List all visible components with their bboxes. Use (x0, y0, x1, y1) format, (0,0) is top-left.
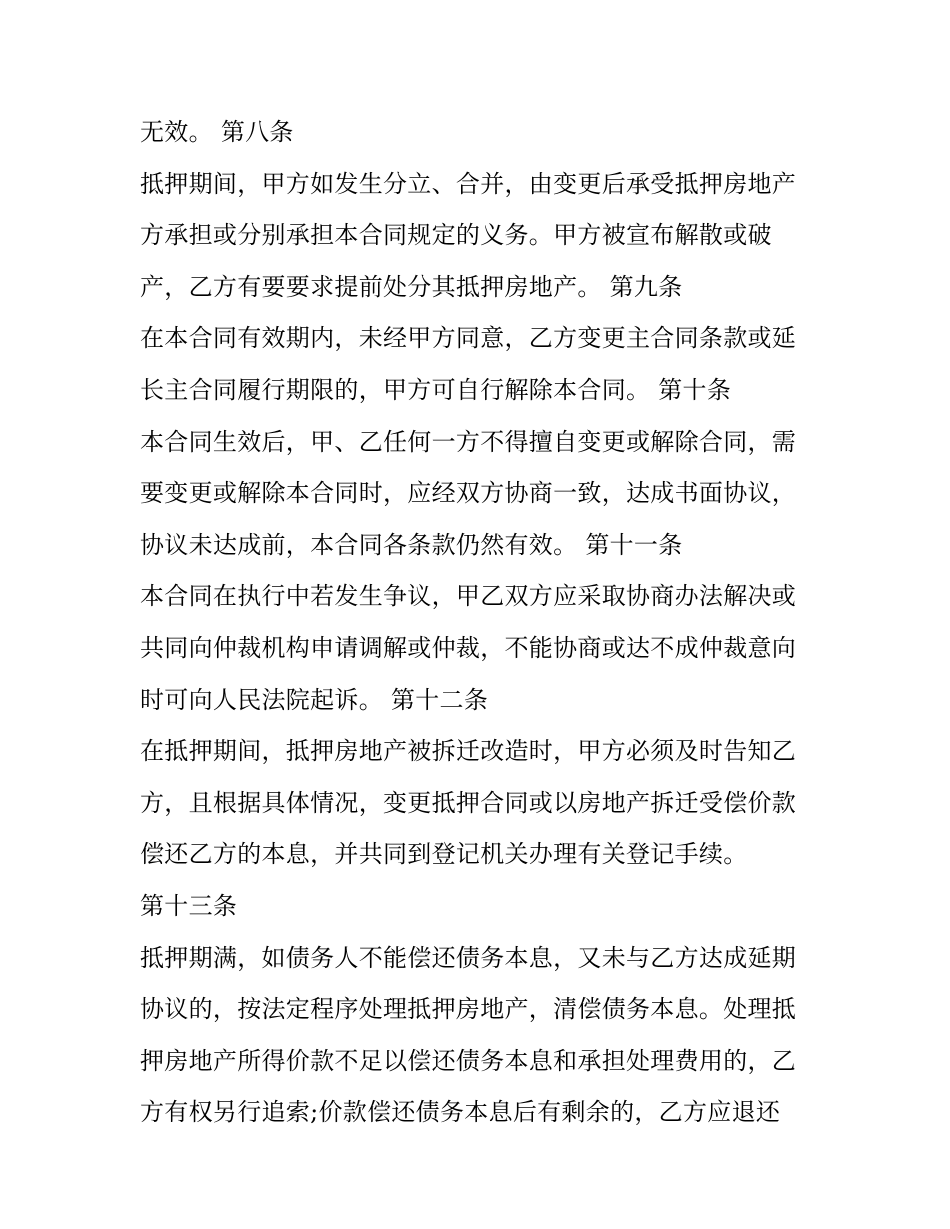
text-line: 共同向仲裁机构申请调解或仲裁，不能协商或达不成仲裁意向 (140, 633, 797, 662)
text-line: 方有权另行追索;价款偿还债务本息后有剩余的，乙方应退还 (140, 1098, 781, 1127)
text-line: 时可向人民法院起诉。 第十二条 (140, 685, 489, 714)
text-line: 协议的，按法定程序处理抵押房地产，清偿债务本息。处理抵 (140, 995, 797, 1024)
text-line: 本合同在执行中若发生争议，甲乙双方应采取协商办法解决或 (140, 582, 797, 611)
document-body (140, 107, 820, 1139)
text-line: 要变更或解除本合同时，应经双方协商一致，达成书面协议， (140, 479, 797, 508)
text-line: 长主合同履行期限的，甲方可自行解除本合同。 第十条 (140, 375, 732, 404)
text-line: 偿还乙方的本息，并共同到登记机关办理有关登记手续。 (140, 840, 748, 869)
text-line: 在本合同有效期内，未经甲方同意，乙方变更主合同条款或延 (140, 324, 797, 353)
text-line: 抵押期间，甲方如发生分立、合并，由变更后承受抵押房地产 (140, 169, 797, 198)
text-line: 方，且根据具体情况，变更抵押合同或以房地产拆迁受偿价款 (140, 788, 797, 817)
text-line: 抵押期满，如债务人不能偿还债务本息，又未与乙方达成延期 (140, 943, 797, 972)
text-line: 无效。 第八条 (140, 118, 294, 146)
text-line: 协议未达成前，本合同各条款仍然有效。 第十一条 (140, 530, 683, 559)
text-line: 本合同生效后，甲、乙任何一方不得擅自变更或解除合同，需 (140, 427, 797, 456)
text-line: 在抵押期间，抵押房地产被拆迁改造时，甲方必须及时告知乙 (140, 737, 797, 766)
text-line: 押房地产所得价款不足以偿还债务本息和承担处理费用的，乙 (140, 1046, 797, 1075)
text-line: 第十三条 (140, 891, 238, 920)
text-line: 方承担或分别承担本合同规定的义务。甲方被宣布解散或破 (140, 221, 772, 250)
text-line: 产，乙方有要要求提前处分其抵押房地产。 第九条 (140, 272, 683, 301)
